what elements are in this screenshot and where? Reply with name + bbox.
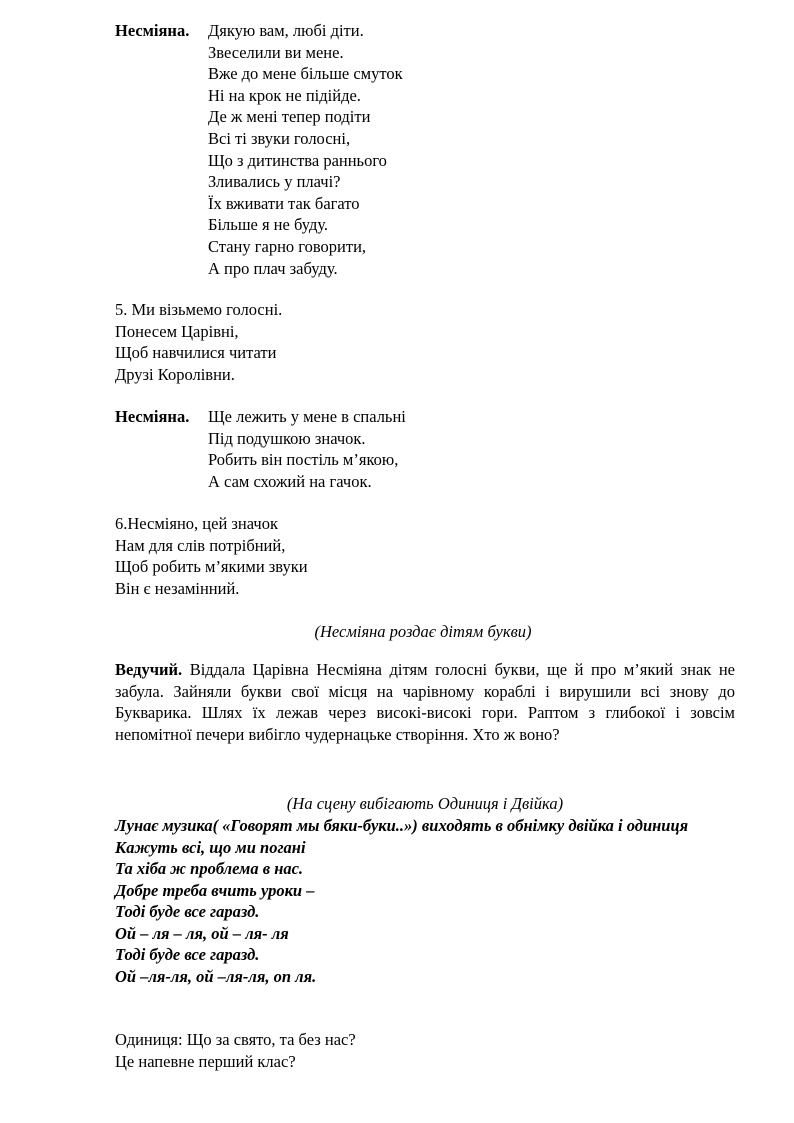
stanza-line: Щоб робить м’якими звуки [115,557,308,577]
song-line: Кажуть всі, що ми погані [115,837,306,857]
song-line: Ой –ля-ля, ой –ля-ля, оп ля. [115,966,317,986]
song-line: Добре треба вчить уроки – [115,880,315,900]
verse-line: Дякую вам, любі діти. [208,21,364,40]
song-block [115,815,735,987]
stanza-line: Він є незамінний. [115,578,240,598]
stanza-line: Нам для слів потрібний, [115,535,286,555]
verse-line: Де ж мені тепер подіти [208,107,371,127]
speaker-label-nesmiyana-1: Несміяна. [115,21,190,40]
song-intro: Лунає музика( «Говорят мы бяки-буки..») виходять в обнімку двійка і одиниця [115,816,689,835]
ending-line: Це напевне перший клас? [115,1051,296,1071]
verse-line: Під подушкою значок. [208,428,366,448]
speaker-label-nesmiyana-2: Несміяна. [115,407,190,426]
stage-direction-2: (На сцену вибігають Одиниця і Двійка) [286,794,564,813]
verse-line: Що з дитинства раннього [208,150,387,170]
narrator-label: Ведучий. [115,660,183,679]
stanza-line: 6.Несміяно, цей значок [115,514,278,533]
verse-line: Вже до мене більше смуток [208,64,403,84]
song-line: Ой – ля – ля, ой – ля- ля [115,923,289,943]
verse-line: Всі ті звуки голосні, [208,129,351,148]
verse-line: Зливались у плачі? [208,172,341,192]
stage-direction-1: (Несміяна роздає дітям букви) [314,622,532,641]
verse-line: Більше я не буду. [208,215,329,235]
stanza-line: Друзі Королівни. [115,364,235,384]
stanza-line: Понесем Царівні, [115,321,239,341]
narrator-text: Віддала Царівна Несміяна дітям голосні букви, ще й про м’який знак не забула. Зайняли букви свої місця на чарівному кораблі і вирушили всі знову до Букварика. Шлях їх лежав через високі-високі гори. Раптом з глибокої і зовсім непомітної печери вибігло чудернацьке створіння. Хто ж воно? [115,660,735,744]
verse-line: Їх вживати так багато [208,193,360,213]
song-line: Та хіба ж проблема в нас. [115,859,304,878]
verse-line: Звеселили ви мене. [208,42,344,62]
verse-line: А сам схожий на гачок. [208,471,372,491]
ending-line: Одиниця: Що за свято, та без нас? [115,1030,356,1049]
verse-line: Ні на крок не підійде. [208,85,361,105]
song-line: Тоді буде все гаразд. [115,945,260,964]
song-line: Тоді буде все гаразд. [115,902,260,921]
verse-line: Робить він постіль м’якою, [208,450,399,470]
stanza-line: 5. Ми візьмемо голосні. [115,300,283,319]
stanza-line: Щоб навчилися читати [115,343,277,363]
narrator-paragraph [115,659,735,745]
verse-line: А про плач забуду. [208,258,338,278]
verse-line: Стану гарно говорити, [208,237,367,256]
verse-line: Ще лежить у мене в спальні [208,407,406,426]
